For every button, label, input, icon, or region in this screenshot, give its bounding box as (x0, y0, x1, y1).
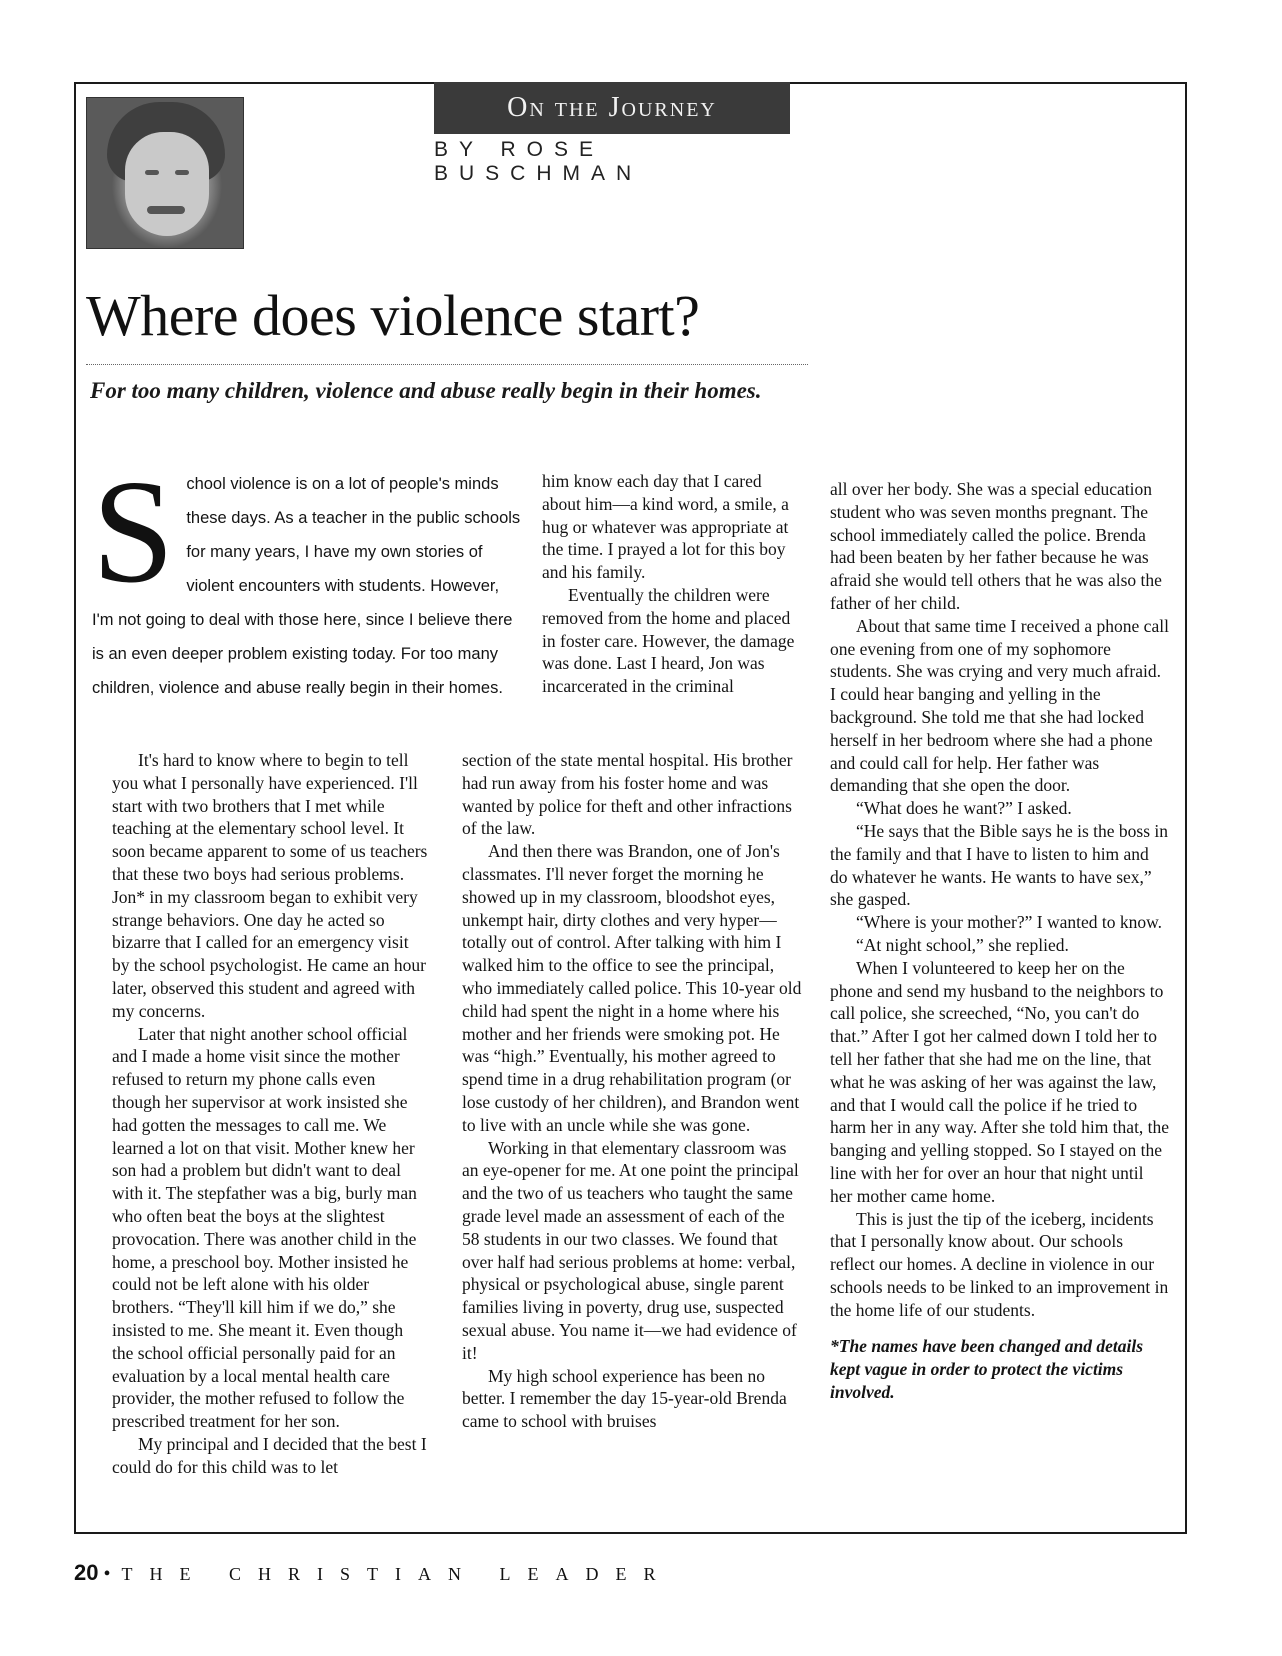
byline: BY ROSE BUSCHMAN (434, 138, 643, 185)
column-banner: On the Journey (434, 82, 790, 134)
author-photo-eye-left (145, 170, 159, 175)
page-number: 20 (74, 1560, 99, 1585)
column-2-top (542, 470, 802, 698)
author-photo-eye-right (175, 170, 189, 175)
paragraph: him know each day that I cared about him—a kind word, a smile, a hug or whatever was appropriate at the time. I prayed a lot for this boy and his family. (542, 471, 789, 583)
paragraph: “What does he want?” I asked. (856, 798, 1072, 819)
paragraph: “Where is your mother?” I wanted to know. (856, 912, 1162, 933)
author-photo (86, 97, 244, 249)
paragraph: “At night school,” she replied. (856, 934, 1069, 955)
paragraph: This is just the tip of the iceberg, incidents that I personally know about. Our schools reflect our homes. A decline in violence in our schools needs to be linked to an improvement in the home life of our students. (830, 1208, 1169, 1320)
paragraph: Eventually the children were removed from the home and placed in foster care. However, the damage was done. Last I heard, Jon was incarcerated in the criminal (542, 584, 795, 697)
paragraph: My principal and I decided that the best I could do for this child was to let (112, 1433, 427, 1477)
column-1 (112, 749, 428, 1479)
title-rule (86, 364, 808, 365)
drop-cap: S (92, 450, 175, 614)
paragraph: About that same time I received a phone call one evening from one of my sophomore students. She was crying and very much afraid. I could hear banging and yelling in the background. She told me that she had locked herself in her bedroom where she had a phone and could call for help. Her father was demanding that she open the door. (830, 615, 1169, 796)
article-title: Where does violence start? (86, 283, 700, 348)
paragraph: Working in that elementary classroom was an eye-opener for me. At one point the principal and the two of us teachers who taught the same grade level made an assessment of each of the 58 students in our two classes. We found that over half had serious problems at home: verbal, physical or psychological abuse, single parent families living in poverty, drug use, suspected sexual abuse. You name it—we had evidence of it! (462, 1137, 799, 1363)
author-photo-face (125, 132, 209, 236)
magazine-name: THE CHRISTIAN LEADER (121, 1564, 673, 1584)
paragraph: section of the state mental hospital. His brother had run away from his foster home and was wanted by police for theft and other infractions of the law. (462, 750, 793, 839)
paragraph: My high school experience has been no better. I remember the day 15-year-old Brenda came to school with bruises (462, 1365, 787, 1432)
column-2 (462, 749, 802, 1433)
paragraph: all over her body. She was a special education student who was seven months pregnant. The school immediately called the police. Brenda had been beaten by her father because he was afraid she would tell others that he was also the father of her child. (830, 479, 1162, 613)
footnote: *The names have been changed and details kept vague in order to protect the victims involved. (830, 1336, 1144, 1403)
paragraph: “He says that the Bible says he is the boss in the family and that I have to listen to him and do whatever he wants. He wants to have sex,” she gasped. (830, 820, 1169, 910)
footer-separator: • (103, 1563, 111, 1585)
page-footer (74, 1560, 672, 1586)
lead-paragraph (92, 450, 522, 705)
article-deck: For too many children, violence and abuse really begin in their homes. (90, 378, 762, 403)
paragraph: And then there was Brandon, one of Jon's classmates. I'll never forget the morning he showed up in my classroom, bloodshot eyes, unkempt hair, dirty clothes and very hyper—totally out of control. After talking with him I walked him to the office to see the principal, who immediately called police. This 10-year old child had spent the night in a home where his mother and her friends were smoking pot. He was “high.” Eventually, his mother agreed to spend time in a drug rehabilitation program (or lose custody of her children), and Brandon went to live with an uncle while she was gone. (462, 841, 802, 1135)
lead-text: chool violence is on a lot of people's minds these days. As a teacher in the public schools for many years, I have my own stories of violent encounters with students. However, I'm not going to deal with those here, since I believe there is an even deeper problem existing today. For too many children, violence and abuse really begin in their homes. (92, 475, 521, 697)
paragraph: When I volunteered to keep her on the phone and send my husband to the neighbors to call police, she screeched, “No, you can't do that.” After I got her calmed down I told her to tell her father that she had me on the line, that what he was asking of her was against the law, and that I would call the police if he tried to harm her in any way. After she told him that, the banging and yelling stopped. So I stayed on the line with her for over an hour that night until her mother came home. (830, 957, 1170, 1206)
paragraph: Later that night another school official and I made a home visit since the mother refused to return my phone calls even though her supervisor at work insisted she had gotten the messages to call me. We learned a lot on that visit. Mother knew her son had a problem but didn't want to deal with it. The stepfather was a big, burly man who often beat the boys at the slightest provocation. There was another child in the home, a preschool boy. Mother insisted he could not be left alone with his older brothers. “They'll kill him if we do,” she insisted to me. She meant it. Even though the school official personally paid for an evaluation by a local mental health care provider, the mother refused to follow the prescribed treatment for her son. (112, 1023, 417, 1432)
column-3 (830, 478, 1170, 1404)
author-photo-mouth (147, 206, 185, 214)
paragraph: It's hard to know where to begin to tell you what I personally have experienced. I'll start with two brothers that I met while teaching at the elementary school level. It soon became apparent to some of us teachers that these two boys had serious problems. Jon* in my classroom began to exhibit very strange behaviors. One day he acted so bizarre that I called for an emergency visit by the school psychologist. He came an hour later, observed this student and agreed with my concerns. (112, 750, 428, 1021)
